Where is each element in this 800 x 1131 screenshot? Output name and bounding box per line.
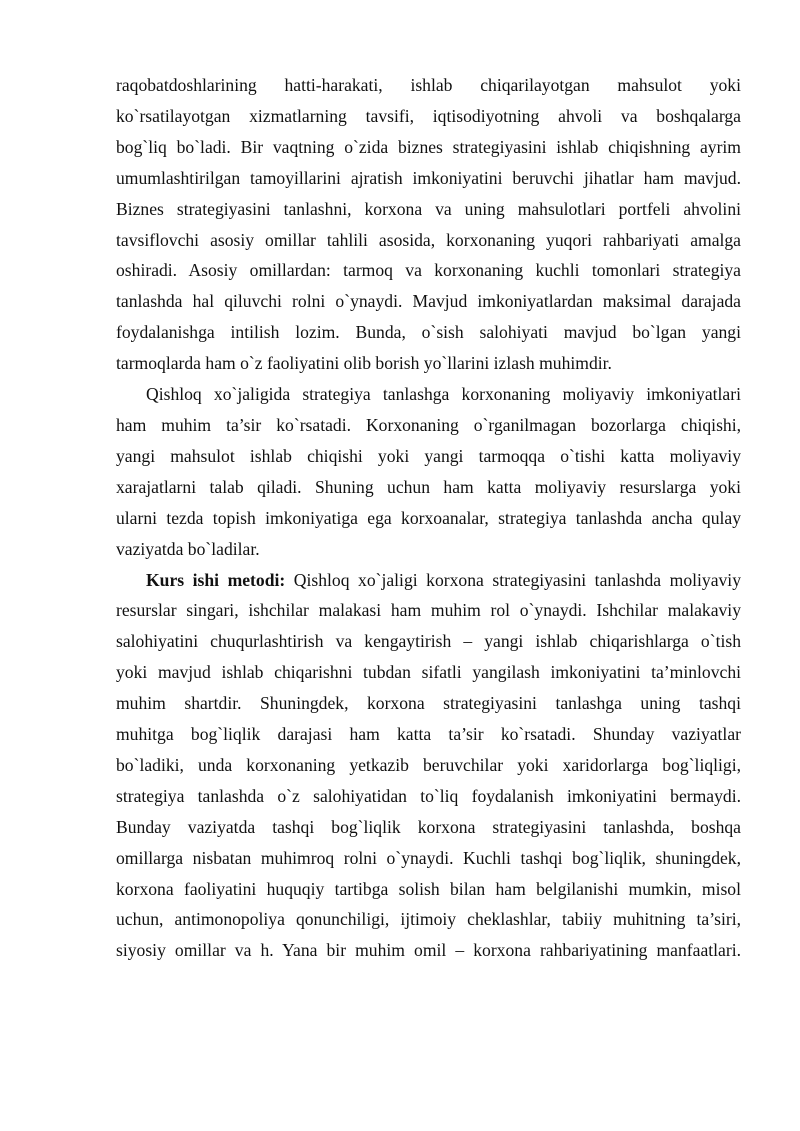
text-line: umumlashtirilgan tamoyillarini ajratish imkoniyatini beruvchi jihatlar ham mavjud. — [116, 167, 741, 188]
text-line: muhitga bog`liqlik darajasi ham katta ta’sir ko`rsatadi. Shunday vaziyatlar — [116, 724, 741, 745]
text-line: tanlashda hal qiluvchi rolni o`ynaydi. Mavjud imkoniyatlardan maksimal darajada — [116, 291, 741, 312]
text-line: foydalanishga intilish lozim. Bunda, o`sish salohiyati mavjud bo`lgan yangi — [116, 322, 741, 343]
text-line: Qishloq xo`jaligida strategiya tanlashga korxonaning moliyaviy imkoniyatlari — [146, 384, 741, 405]
text-line: vaziyatda bo`ladilar. — [116, 538, 260, 559]
text-line: salohiyatini chuqurlashtirish va kengaytirish – yangi ishlab chiqarishlarga o`tish — [116, 631, 741, 652]
text-line: strategiya tanlashda o`z salohiyatidan to`liq foydalanish imkoniyatini bermaydi. — [116, 785, 741, 806]
text-line: Biznes strategiyasini tanlashni, korxona va uning mahsulotlari portfeli ahvolini — [116, 198, 741, 219]
text-line: oshiradi. Asosiy omillardan: tarmoq va korxonaning kuchli tomonlari strategiya — [116, 260, 741, 281]
section-lead-label: Kurs ishi metodi: — [146, 569, 286, 590]
paragraph-2 — [116, 379, 741, 564]
text-line: yangi mahsulot ishlab chiqishi yoki yangi tarmoqqa o`tishi katta moliyaviy — [116, 445, 741, 466]
document-page — [116, 70, 741, 966]
text-line: omillarga nisbatan muhimroq rolni o`ynaydi. Kuchli tashqi bog`liqlik, shuningdek, — [116, 847, 741, 868]
text-line: muhim shartdir. Shuningdek, korxona strategiyasini tanlashga uning tashqi — [116, 693, 741, 714]
text-line: Bunday vaziyatda tashqi bog`liqlik korxona strategiyasini tanlashda, boshqa — [116, 816, 741, 837]
text-line: resurslar singari, ishchilar malakasi ham muhim rol o`ynaydi. Ishchilar malakaviy — [116, 600, 741, 621]
text-line: tarmoqlarda ham o`z faoliyatini olib borish yo`llarini izlash muhimdir. — [116, 353, 612, 374]
text-line-rest: Qishloq xo`jaligi korxona strategiyasini tanlashda moliyaviy — [285, 569, 741, 590]
text-line: tavsiflovchi asosiy omillar tahlili asosida, korxonaning yuqori rahbariyati amalga — [116, 229, 741, 250]
text-line — [116, 565, 741, 596]
text-line: korxona faoliyatini huquqiy tartibga solish bilan ham belgilanishi mumkin, misol — [116, 878, 741, 899]
text-line: ko`rsatilayotgan xizmatlarning tavsifi, iqtisodiyotning ahvoli va boshqalarga — [116, 105, 741, 126]
text-line: ularni tezda topish imkoniyatiga ega korxoanalar, strategiya tanlashda ancha qulay — [116, 507, 741, 528]
text-line: xarajatlarni talab qiladi. Shuning uchun ham katta moliyaviy resurslarga yoki — [116, 476, 741, 497]
text-line: ham muhim ta’sir ko`rsatadi. Korxonaning o`rganilmagan bozorlarga chiqishi, — [116, 414, 741, 435]
text-line: bo`ladiki, unda korxonaning yetkazib beruvchilar yoki xaridorlarga bog`liqligi, — [116, 754, 741, 775]
paragraph-1 — [116, 70, 741, 379]
text-line: uchun, antimonopoliya qonunchiligi, ijtimoiy cheklashlar, tabiiy muhitning ta’siri, — [116, 909, 741, 930]
text-line: bog`liq bo`ladi. Bir vaqtning o`zida biznes strategiyasini ishlab chiqishning ayrim — [116, 136, 741, 157]
paragraph-3 — [116, 565, 741, 967]
text-line: raqobatdoshlarining hatti-harakati, ishlab chiqarilayotgan mahsulot yoki — [116, 75, 741, 95]
text-line: siyosiy omillar va h. Yana bir muhim omil – korxona rahbariyatining manfaatlari. — [116, 940, 741, 961]
text-line: yoki mavjud ishlab chiqarishni tubdan sifatli yangilash imkoniyatini ta’minlovchi — [116, 662, 741, 683]
